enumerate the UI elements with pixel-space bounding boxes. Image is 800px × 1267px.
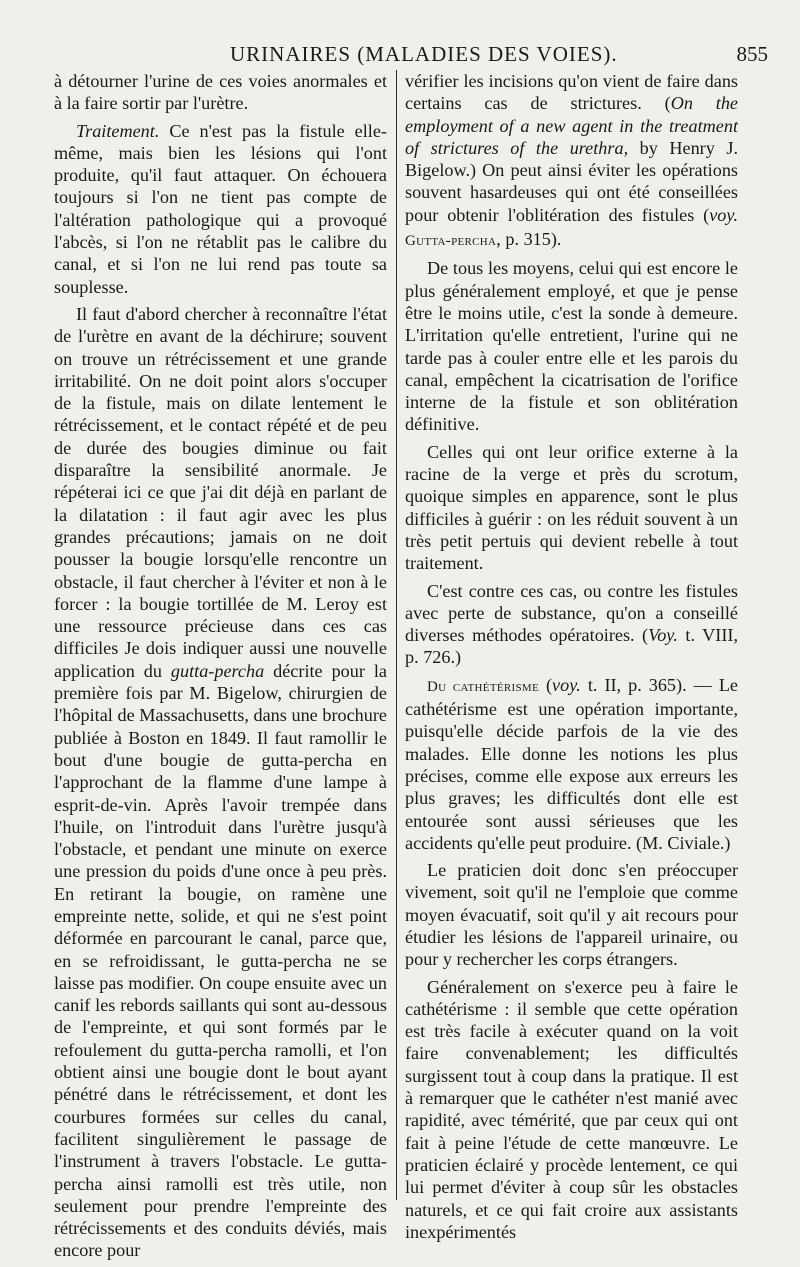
paragraph: Il faut d'abord chercher à reconnaître l'état de l'urètre en avant de la déchirure; souvent on trouve un rétrécissement et une grande irritabilité. On ne doit point alors s'occuper de la fistule, mais on dilate lentement le rétrécissement, et le contact répété et de peu de durée des bougies diminue ou fait disparaître la sensibilité anormale. Je répéterai ici ce que j'ai dit déjà en parlant de la dilatation : il faut agir avec les plus grandes précautions; jamais on ne doit pousser la bougie lorsqu'elle rencontre un obstacle, il faut chercher à l'éviter et non à le forcer : la bougie tortillée de M. Leroy est une ressource précieuse dans ces cas difficiles Je dois indiquer aussi une nouvelle application du gutta-percha décrite pour la première fois par M. Bigelow, chirurgien de l'hôpital de Massachusetts, dans une brochure publiée à Boston en 1849. Il faut ramollir le bout d'une bougie de gutta-percha en l'approchant de la flamme d'une lampe à esprit-de-vin. Après l'avoir trempée dans l'huile, on l'introduit dans l'urètre jusqu'à l'obstacle, et pendant une minute on exerce une pression du poids d'une once à peu près. En retirant la bougie, on ramène une empreinte nette, solide, et qui ne s'est point déformée en parcourant le canal, parce que, en se refroidissant, le gutta-percha ne se laisse pas modifier. On coupe ensuite avec un canif les rebords saillants qui sont au-dessous de l'empreinte, et qui sont formés par le refoulement du gutta-percha ramolli, et l'on obtient ainsi une bougie dont le bout ayant pénétré dans le rétrécissement, et dont les courbures formées sur celles du canal, facilitent singulièrement le passage de l'instrument à travers l'obstacle. Le gutta-percha ainsi ramolli est très utile, non seulement pour prendre l'empreinte des rétrécissements et des conduits déviés, mais encore pour bbox=[54, 303, 387, 1261]
paragraph: De tous les moyens, celui qui est encore le plus généralement employé, et que je pense être le moins utile, c'est la sonde à demeure. L'irritation qu'elle entretient, l'urine qui ne tarde pas à couler entre elle et les parois du canal, empêchent la cicatrisation de l'orifice interne de la fistule et son oblitération définitive. bbox=[405, 258, 738, 435]
paragraph-traitement: Traitement. Ce n'est pas la fistule elle-même, mais bien les lésions qui l'ont produite, qu'il faut attaquer. On échouera toujours si l'on ne tient pas compte de l'altération pathologique qui a provoqué l'abcès, si l'on ne rétablit pas le calibre du canal, et si l'on ne lui rend pas toute sa souplesse. bbox=[54, 120, 387, 297]
paragraph: Le praticien doit donc s'en préoccuper vivement, soit qu'il ne l'emploie que comme moyen évacuatif, soit qu'il y ait recours pour étudier les lésions de l'appareil urinaire, ou pour y rechercher les corps étrangers. bbox=[405, 860, 738, 970]
page-number: 855 bbox=[736, 42, 768, 66]
paragraph: vérifier les incisions qu'on vient de faire dans certains cas de strictures. (On the employment of a new agent in the treatment of strictures of the urethra, by Henry J. Bigelow.) On peut ainsi éviter les opérations souvent hasardeuses qui ont été conseillées pour obtenir l'oblitération des fistules (voy. Gutta-percha, p. 315). bbox=[405, 71, 739, 250]
paragraph: Généralement on s'exerce peu à faire le cathétérisme : il semble que cette opération est très facile à exécuter quand on la voit faire convenablement; les difficultés surgissent tout à coup dans la pratique. Il est à remarquer que le cathéter n'est manié avec rapidité, avec témérité, que par ceux qui ont fait à peine l'étude de cette manœuvre. Le praticien éclairé y procède lentement, ce qui lui permet d'éviter à coup sûr les obstacles naturels, et ce qui fait croire aux assistants inexpérimentés bbox=[405, 976, 738, 1242]
paragraph: Celles qui ont leur orifice externe à la racine de la verge et près du scrotum, quoique simples en apparence, sont le plus difficiles à guérir : on les réduit souvent à un très petit pertuis qui devient rebelle à tout traitement. bbox=[405, 441, 738, 574]
left-column bbox=[54, 70, 387, 1267]
right-column bbox=[405, 70, 738, 1248]
running-title: URINAIRES (MALADIES DES VOIES). bbox=[230, 42, 618, 66]
paragraph: C'est contre ces cas, ou contre les fistules avec perte de substance, qu'on a conseillé diverses méthodes opératoires. (Voy. t. VIII, p. 726.) bbox=[405, 580, 739, 668]
section-heading: Du cathétérisme bbox=[427, 678, 539, 695]
column-rule bbox=[396, 70, 397, 1200]
citation-title: On the employment of a new agent in the treatment of strictures of the urethra, bbox=[405, 93, 739, 158]
section-label: Traitement. bbox=[76, 120, 160, 141]
paragraph-catheterisme: Du cathétérisme (voy. t. II, p. 365). — Le cathétérisme est une opération importante, puisqu'elle décide parfois de la vie des malades. Elle donne les notions les plus précises, comme elle expose aux erreurs les plus graves; les difficultés dont elle est entourée sont aussi sérieuses que les accidents qu'elle peut produire. (M. Civiale.) bbox=[405, 674, 738, 853]
running-head bbox=[0, 40, 800, 68]
paragraph: à détourner l'urine de ces voies anormales et à la faire sortir par l'urètre. bbox=[54, 71, 387, 114]
